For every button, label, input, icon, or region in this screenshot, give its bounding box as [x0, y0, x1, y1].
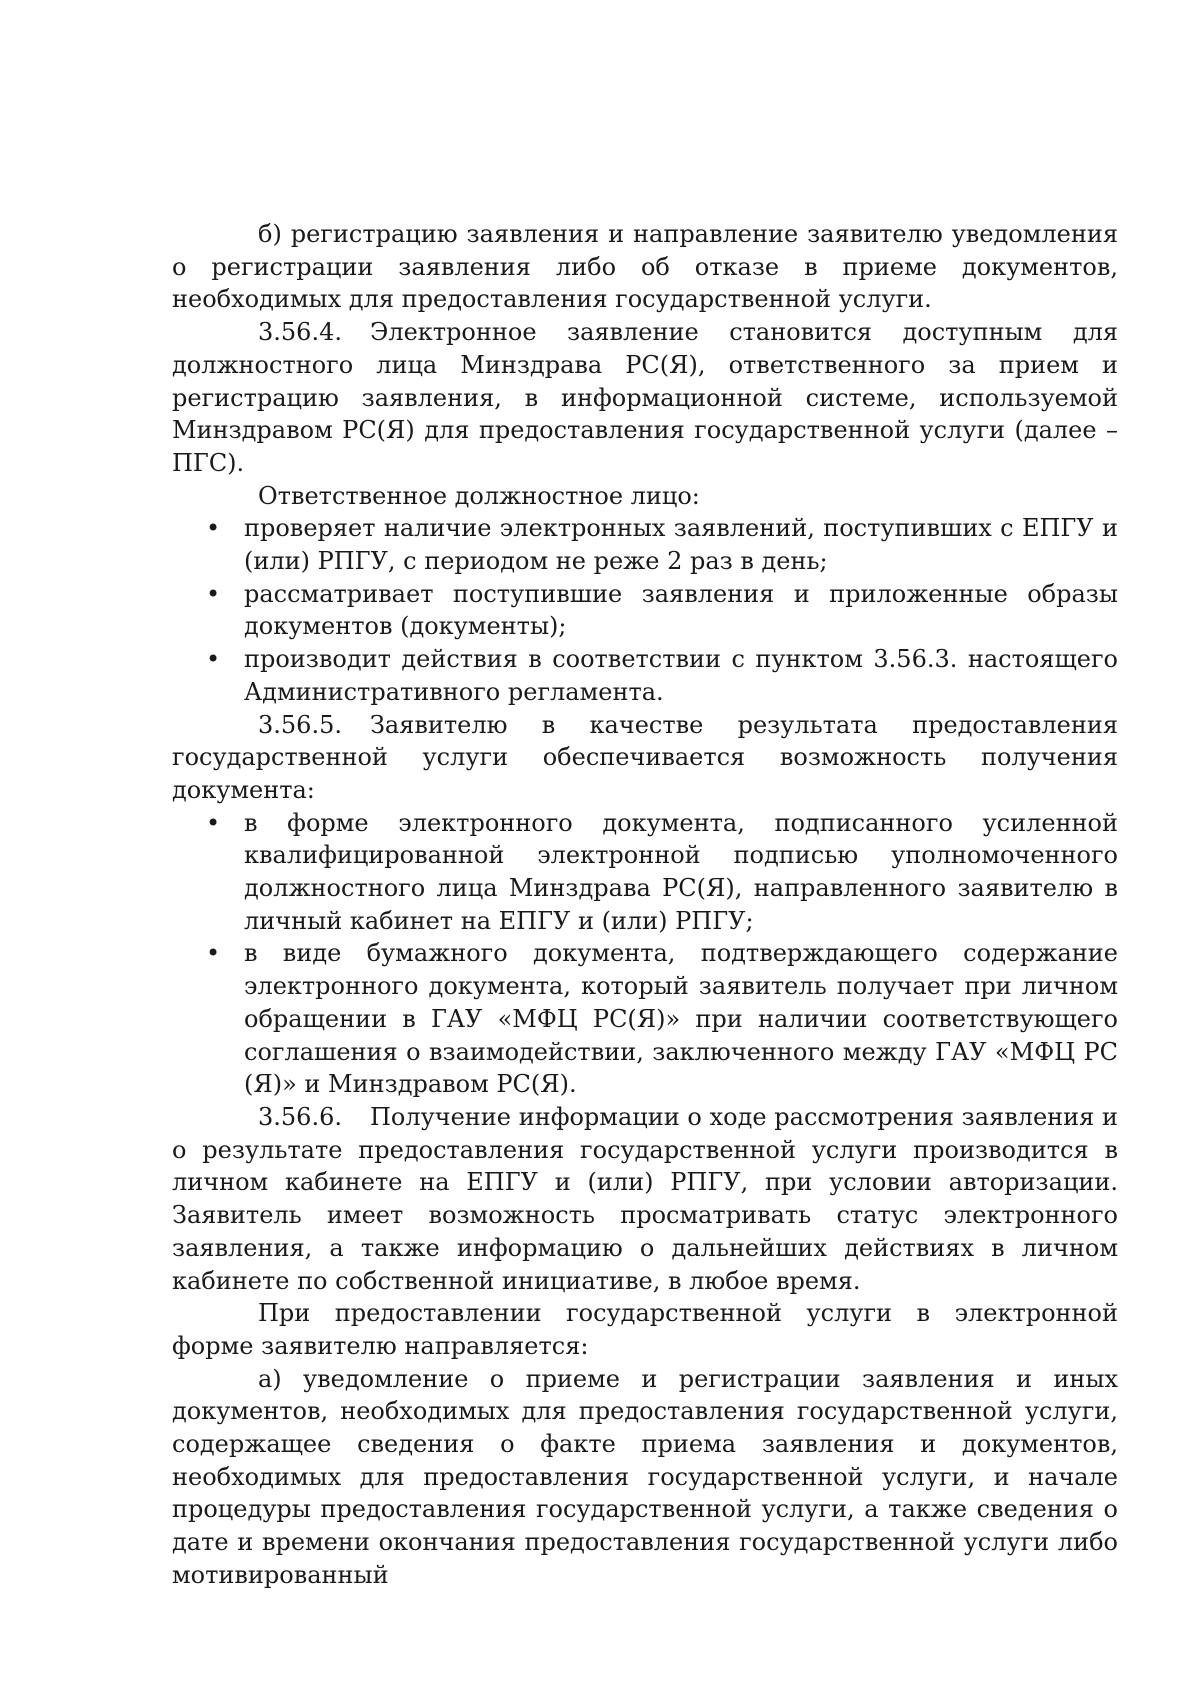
section-3-56-4	[172, 316, 1118, 480]
list-item	[172, 578, 1118, 643]
paragraph-b: б) регистрацию заявления и направление заявителю уведомления о регистрации заявления либо об отказе в приеме документов, необходимых для предоставления государственной услуги.	[172, 220, 1118, 314]
document-page	[172, 218, 1118, 1592]
section-3-56-5	[172, 709, 1118, 807]
list-item-text: производит действия в соответствии с пунктом 3.56.3. настоящего Административного регламента.	[244, 645, 1118, 706]
bullet-icon: •	[206, 939, 221, 968]
paragraph-electronic-form: При предоставлении государственной услуги в электронной форме заявителю направляется:	[172, 1299, 1118, 1360]
responsible-intro: Ответственное должностное лицо:	[258, 481, 700, 510]
bullet-icon: •	[206, 645, 221, 674]
bullet-icon: •	[206, 514, 221, 543]
bullet-icon: •	[206, 808, 221, 837]
section-text: Заявителю в качестве результата предоставления государственной услуги обеспечивается возможность получения документа:	[172, 710, 1118, 804]
section-number: 3.56.5.	[258, 710, 342, 739]
list-item-text: в форме электронного документа, подписанного усиленной квалифицированной электронной подписью уполномоченного должностного лица Минздрава РС(Я), направленного заявителю в личный кабинет на ЕПГУ и (или) РПГУ;	[244, 808, 1118, 935]
list-item	[172, 512, 1118, 577]
result-list	[172, 807, 1118, 1101]
list-item	[172, 807, 1118, 938]
section-number: 3.56.6.	[258, 1102, 342, 1131]
responsible-list	[172, 512, 1118, 708]
section-3-56-6	[172, 1101, 1118, 1297]
list-item-text: рассматривает поступившие заявления и приложенные образы документов (документы);	[244, 579, 1118, 641]
section-text: Получение информации о ходе рассмотрения заявления и о результате предоставления государственной услуги производится в личном кабинете на ЕПГУ и (или) РПГУ, при условии авторизации. Заявитель имеет возможность просматривать статус электронного заявления, а также информацию о дальнейших действиях в личном кабинете по собственной инициативе, в любое время.	[172, 1102, 1118, 1295]
list-item	[172, 643, 1118, 708]
section-number: 3.56.4.	[258, 318, 342, 347]
paragraph-a: а) уведомление о приеме и регистрации заявления и иных документов, необходимых для предоставления государственной услуги, содержащее сведения о факте приема заявления и документов, необходимых для предоставления государственной услуги, и начале процедуры предоставления государственной услуги, а также сведения о дате и времени окончания предоставления государственной услуги либо мотивированный	[172, 1364, 1118, 1589]
bullet-icon: •	[206, 579, 221, 608]
list-item	[172, 937, 1118, 1101]
list-item-text: проверяет наличие электронных заявлений, поступивших с ЕПГУ и (или) РПГУ, с периодом не реже 2 раз в день;	[244, 514, 1118, 576]
list-item-text: в виде бумажного документа, подтверждающего содержание электронного документа, который заявитель получает при личном обращении в ГАУ «МФЦ РС(Я)» при наличии соответствующего соглашения о взаимодействии, заключенного между ГАУ «МФЦ РС (Я)» и Минздравом РС(Я).	[244, 939, 1118, 1099]
section-text: Электронное заявление становится доступным для должностного лица Минздрава РС(Я), ответственного за прием и регистрацию заявления, в информационной системе, используемой Минздравом РС(Я) для предоставления государственной услуги (далее – ПГС).	[172, 318, 1118, 477]
